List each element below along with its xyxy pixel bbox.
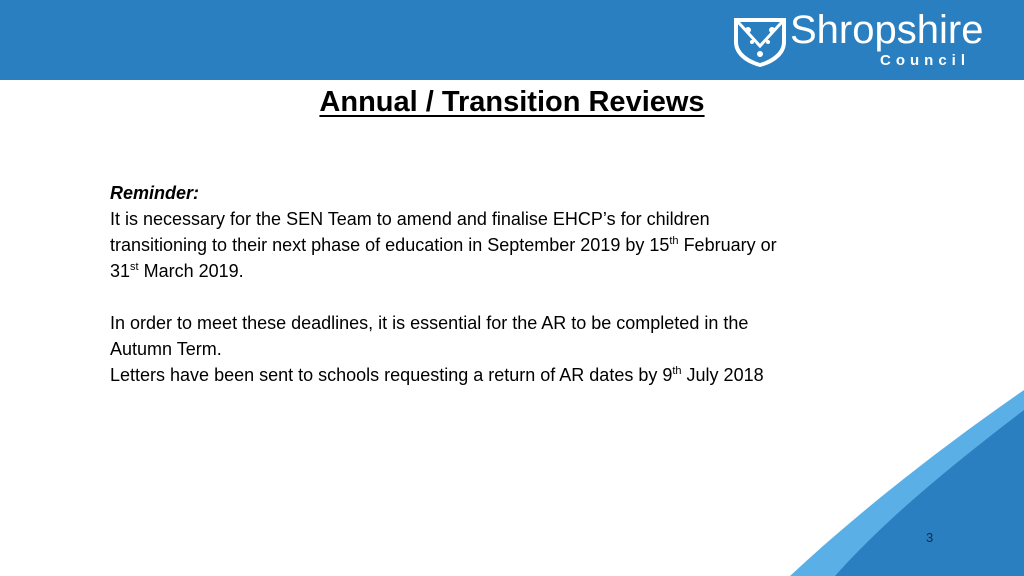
paragraph-1-line-3 xyxy=(110,258,930,284)
paragraph-1-line-1: It is necessary for the SEN Team to amend and finalise EHCP’s for children xyxy=(110,209,710,229)
p3-line1-end: July 2018 xyxy=(681,365,764,385)
slide-title xyxy=(0,86,1024,119)
paragraph-2-line-2: Autumn Term. xyxy=(110,339,222,359)
p1-line2-end: February or xyxy=(678,235,777,255)
p1-line3-text: 31 xyxy=(110,261,131,281)
slide-body xyxy=(110,180,930,388)
slide-title-text: Annual / Transition Reviews xyxy=(319,86,705,118)
p1-line2-text: transitioning to their next phase of education in September 2019 by 15 xyxy=(110,235,670,255)
p1-line2-sup: th xyxy=(669,235,679,247)
logo-name: Shropshire xyxy=(790,8,984,52)
p1-line3-end: March 2019. xyxy=(138,261,244,281)
paragraph-2-line-1: In order to meet these deadlines, it is essential for the AR to be completed in the xyxy=(110,313,749,333)
p3-line1-text: Letters have been sent to schools requesting a return of AR dates by 9 xyxy=(110,365,673,385)
p1-line3-sup: st xyxy=(130,261,139,273)
p3-line1-sup: th xyxy=(672,365,682,377)
logo-subname: Council xyxy=(880,52,970,69)
crest-icon xyxy=(732,16,788,68)
paragraph-1-line-2 xyxy=(110,232,930,258)
paragraph-gap xyxy=(110,284,930,310)
reminder-label: Reminder: xyxy=(110,183,200,203)
paragraph-3-line-1 xyxy=(110,362,930,388)
shropshire-council-logo xyxy=(732,8,1002,70)
page-number: 3 xyxy=(926,530,934,545)
